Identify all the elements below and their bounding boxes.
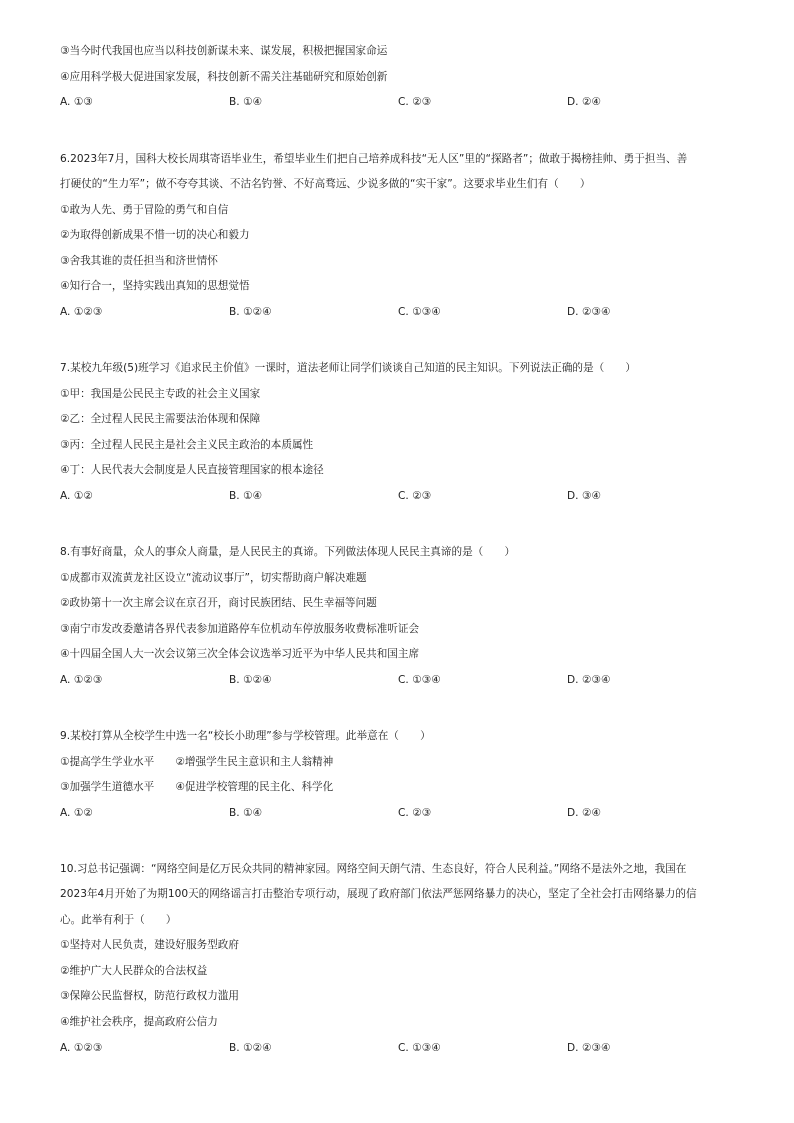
option-a[interactable]: A. ①②③ bbox=[60, 674, 103, 686]
choice-item: ④十四届全国人大一次会议第三次全体会议选举习近平为中华人民共和国主席 bbox=[60, 648, 420, 660]
choice-item: ③南宁市发改委邀请各界代表参加道路停车位机动车停放服务收费标准听证会 bbox=[60, 623, 420, 635]
choice-item: ③丙：全过程人民民主是社会主义民主政治的本质属性 bbox=[60, 439, 314, 451]
choice-item: ③当今时代我国也应当以科技创新谋未来、谋发展，积极把握国家命运 bbox=[60, 45, 388, 57]
option-c[interactable]: C. ①③④ bbox=[398, 674, 441, 686]
choice-item: ④丁：人民代表大会制度是人民直接管理国家的根本途径 bbox=[60, 464, 324, 476]
option-c[interactable]: C. ①③④ bbox=[398, 306, 441, 318]
option-a[interactable]: A. ①②③ bbox=[60, 306, 103, 318]
option-d[interactable]: D. ②③④ bbox=[567, 306, 611, 318]
choice-item: ①提高学生学业水平 ②增强学生民主意识和主人翁精神 bbox=[60, 756, 334, 768]
choice-item: ③加强学生道德水平 ④促进学校管理的民主化、科学化 bbox=[60, 781, 334, 793]
question-stem: 6.2023年7月，国科大校长周琪寄语毕业生，希望毕业生们把自己培养成科技“无人区”里的“探路者”；做敢于揭榜挂帅、勇于担当、善 bbox=[60, 153, 688, 165]
choice-item: ①甲：我国是公民民主专政的社会主义国家 bbox=[60, 388, 261, 400]
choice-item: ①成都市双流黄龙社区设立“流动议事厅”，切实帮助商户解决难题 bbox=[60, 572, 367, 584]
option-d[interactable]: D. ②④ bbox=[567, 807, 601, 819]
option-b[interactable]: B. ①②④ bbox=[229, 674, 272, 686]
question-stem: 2023年4月开始了为期100天的网络谣言打击整治专项行动，展现了政府部门依法严惩网络暴力的决心，坚定了全社会打击网络暴力的信 bbox=[60, 888, 697, 900]
choice-item: ④知行合一，坚持实践出真知的思想觉悟 bbox=[60, 280, 250, 292]
question-stem: 9.某校打算从全校学生中选一名“校长小助理”参与学校管理。此举意在（ ） bbox=[60, 730, 431, 742]
question-stem: 打硬仗的“生力军”；做不夸夸其谈、不沽名钓誉、不好高骛远、少说多做的“实干家”。这要求毕业生们有（ ） bbox=[60, 178, 591, 190]
choice-item: ①敢为人先、勇于冒险的勇气和自信 bbox=[60, 204, 229, 216]
option-a[interactable]: A. ①③ bbox=[60, 96, 93, 108]
choice-item: ②为取得创新成果不惜一切的决心和毅力 bbox=[60, 229, 250, 241]
option-d[interactable]: D. ②④ bbox=[567, 96, 601, 108]
option-d[interactable]: D. ②③④ bbox=[567, 674, 611, 686]
option-b[interactable]: B. ①②④ bbox=[229, 306, 272, 318]
option-a[interactable]: A. ①②③ bbox=[60, 1042, 103, 1054]
choice-item: ②维护广大人民群众的合法权益 bbox=[60, 965, 208, 977]
question-stem: 10.习总书记强调：“网络空间是亿万民众共同的精神家园。网络空间天朗气清、生态良好，符合人民利益。”网络不是法外之地，我国在 bbox=[60, 863, 687, 875]
option-c[interactable]: C. ①③④ bbox=[398, 1042, 441, 1054]
option-b[interactable]: B. ①②④ bbox=[229, 1042, 272, 1054]
question-stem: 8.有事好商量，众人的事众人商量，是人民民主的真谛。下列做法体现人民民主真谛的是（ ） bbox=[60, 546, 516, 558]
option-d[interactable]: D. ②③④ bbox=[567, 1042, 611, 1054]
option-b[interactable]: B. ①④ bbox=[229, 807, 262, 819]
option-a[interactable]: A. ①② bbox=[60, 807, 93, 819]
question-stem: 7.某校九年级(5)班学习《追求民主价值》一课时，道法老师让同学们谈谈自己知道的民主知识。下列说法正确的是（ ） bbox=[60, 362, 636, 374]
choice-item: ③保障公民监督权，防范行政权力滥用 bbox=[60, 990, 239, 1002]
choice-item: ①坚持对人民负责，建设好服务型政府 bbox=[60, 939, 239, 951]
option-c[interactable]: C. ②③ bbox=[398, 96, 432, 108]
option-b[interactable]: B. ①④ bbox=[229, 490, 262, 502]
choice-item: ②政协第十一次主席会议在京召开，商讨民族团结、民生幸福等问题 bbox=[60, 597, 377, 609]
option-c[interactable]: C. ②③ bbox=[398, 807, 432, 819]
option-b[interactable]: B. ①④ bbox=[229, 96, 262, 108]
option-d[interactable]: D. ③④ bbox=[567, 490, 601, 502]
option-a[interactable]: A. ①② bbox=[60, 490, 93, 502]
question-stem: 心。此举有利于（ ） bbox=[60, 914, 177, 926]
choice-item: ④维护社会秩序，提高政府公信力 bbox=[60, 1016, 218, 1028]
option-c[interactable]: C. ②③ bbox=[398, 490, 432, 502]
choice-item: ④应用科学极大促进国家发展，科技创新不需关注基础研究和原始创新 bbox=[60, 71, 388, 83]
choice-item: ②乙：全过程人民民主需要法治体现和保障 bbox=[60, 413, 261, 425]
choice-item: ③舍我其谁的责任担当和济世情怀 bbox=[60, 255, 218, 267]
